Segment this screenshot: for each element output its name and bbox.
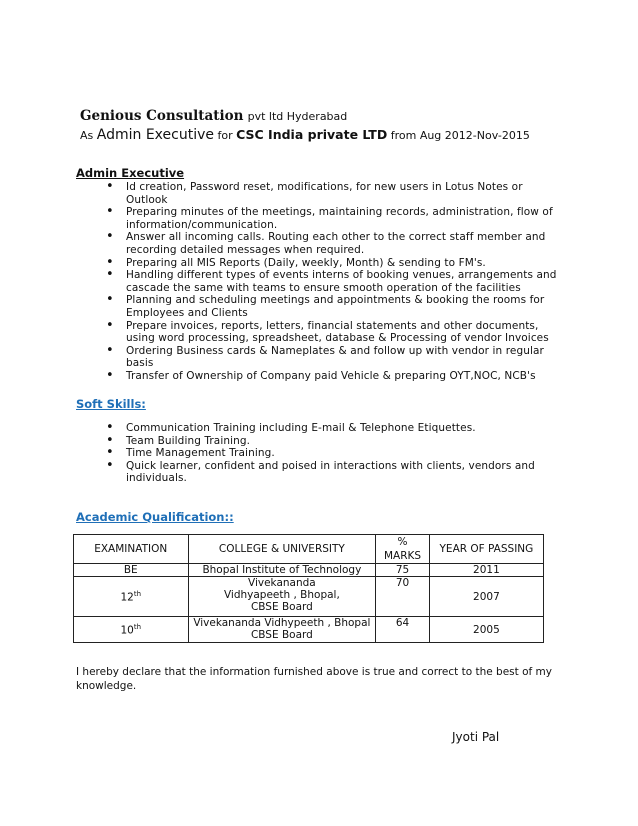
cell-examination [74,577,189,617]
list-item: • Preparing minutes of the meetings, maintaining records, administration, flow of information/communication. [106,206,566,231]
cell-marks: 75 [376,564,430,577]
cell-year: 2007 [429,577,543,617]
list-item: • Handling different types of events interns of booking venues, arrangements and cascade the same with teams to ensure smooth operation of the facilities [106,269,566,294]
soft-skills-list [106,422,566,485]
list-item: • Quick learner, confident and poised in interactions with clients, vendors and individuals. [106,460,566,485]
header-college: COLLEGE & UNIVERSITY [188,535,376,564]
academic-table [73,534,544,643]
role-line [80,127,530,143]
cell-year: 2011 [429,564,543,577]
list-item: • Communication Training including E-mail & Telephone Etiquettes. [106,422,566,435]
list-item: • Answer all incoming calls. Routing each other to the correct staff member and recording detailed messages when required. [106,231,566,256]
soft-skills-heading: Soft Skills: [76,397,146,411]
employment-period: from Aug 2012-Nov-2015 [390,129,530,142]
table-row [74,617,544,643]
cell-examination [74,564,189,577]
as-word: As [80,129,94,142]
company-suffix: pvt ltd Hyderabad [247,110,348,123]
cell-marks: 64 [376,617,430,643]
exam-value: 12 [120,591,134,604]
list-item: • Id creation, Password reset, modifications, for new users in Lotus Notes or Outlook [106,181,566,206]
exam-value: BE [123,564,138,576]
list-item: • Team Building Training. [106,435,566,448]
table-row [74,577,544,617]
for-word: for [217,129,233,142]
company-line [80,108,347,124]
cell-examination [74,617,189,643]
exam-value: 10 [120,624,134,637]
academic-heading: Academic Qualification:: [76,510,234,524]
declaration-text: I hereby declare that the information furnished above is true and correct to the best of my knowledge. [76,666,552,692]
exam-suffix: th [133,622,142,631]
admin-duties-list [106,181,566,383]
header-marks-symbol: % [397,536,408,548]
cell-college: Vivekananda Vidhyapeeth , Bhopal, CBSE Board [188,577,376,617]
list-item: • Prepare invoices, reports, letters, financial statements and other documents, using word processing, spreadsheet, database & Processing of vendor Invoices [106,320,566,345]
cell-college: Bhopal Institute of Technology [188,564,376,577]
role-title: Admin Executive [96,127,214,143]
header-year: YEAR OF PASSING [429,535,543,564]
company-name: Genious Consultation [80,108,244,124]
academic-table-body [74,564,544,643]
header-examination: EXAMINATION [74,535,189,564]
list-item: • Planning and scheduling meetings and appointments & booking the rooms for Employees and Clients [106,294,566,319]
cell-year: 2005 [429,617,543,643]
exam-suffix: th [133,589,142,598]
list-item: • Ordering Business cards & Nameplates & and follow up with vendor in regular basis [106,345,566,370]
list-item: • Transfer of Ownership of Company paid Vehicle & preparing OYT,NOC, NCB's [106,370,566,383]
list-item: • Preparing all MIS Reports (Daily, weekly, Month) & sending to FM's. [106,257,566,270]
cell-college: Vivekananda Vidhypeeth , Bhopal CBSE Board [188,617,376,643]
cell-marks: 70 [376,577,430,617]
list-item: • Time Management Training. [106,447,566,460]
admin-section-heading: Admin Executive [76,166,185,180]
table-header-row [74,535,544,564]
header-marks [376,535,430,564]
client-name: CSC India private LTD [236,127,388,142]
table-row [74,564,544,577]
header-marks-label: MARKS [383,550,422,562]
signature-name: Jyoti Pal [452,730,500,744]
